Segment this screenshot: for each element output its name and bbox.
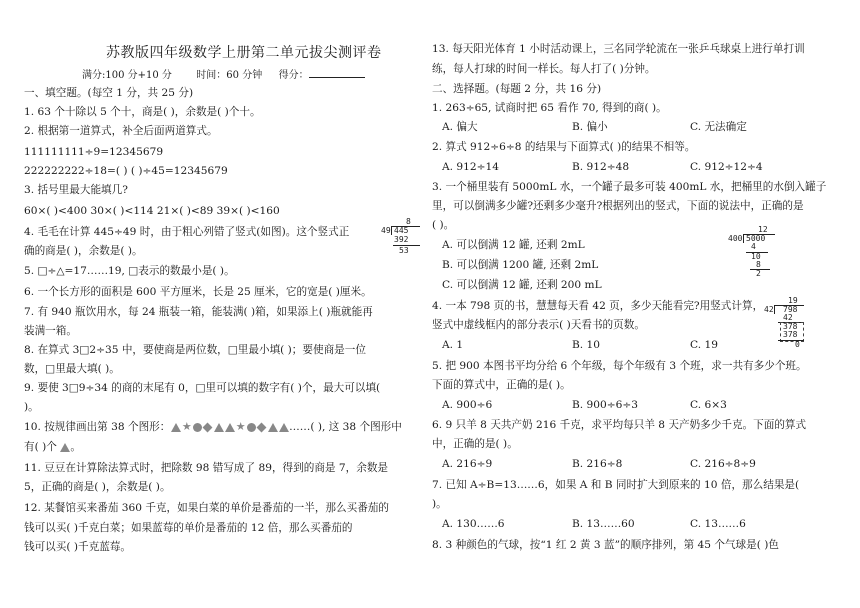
question-line: 7. 已知 A÷B=13……6，如果 A 和 B 同时扩大到原来的 10 倍，那么结果是(: [432, 479, 800, 491]
star-icon: ★: [235, 420, 246, 433]
option-c[interactable]: C. 13……6: [690, 518, 746, 530]
question-line: 1. 263÷65, 试商时把 65 看作 70, 得到的商( )。: [432, 102, 667, 114]
full-score: 满分:100 分+10 分: [82, 70, 172, 81]
question-line: 中，正确的是( )。: [432, 438, 518, 450]
question-line: 有( )个 。: [24, 441, 81, 453]
score-info: [82, 67, 365, 83]
option-b[interactable]: B. 可以倒满 1200 罐, 还剩 2mL: [442, 259, 599, 271]
question-line: 竖式中虚线框内的部分表示( )天看书的页数。: [432, 319, 645, 331]
division-figure-798: 19 42 798 42 378 378 0: [764, 297, 806, 351]
question-line: 7. 有 940 瓶饮用水，每 24 瓶装一箱，能装满( )箱，如果添上( )瓶就能再: [24, 306, 373, 318]
triangle-icon: [171, 423, 181, 432]
option-a[interactable]: A. 偏大: [442, 121, 478, 133]
question-line: 里，可以倒满多少罐?还剩多少毫升?根据列出的竖式，下面的说法中，正确的是: [432, 200, 804, 212]
score-blank[interactable]: [309, 67, 365, 78]
question-line: 222222222÷18=( ) ( )÷45=12345679: [24, 165, 228, 177]
circle-icon: [247, 423, 256, 432]
star-icon: ★: [181, 420, 192, 433]
question-line: 12. 某餐馆买来番茄 360 千克，如果白菜的单价是番茄的一半，那么买番茄的: [24, 502, 389, 514]
question-line: 钱可以买( )千克白菜；如果蓝莓的单价是番茄的 12 倍，那么买番茄的: [24, 522, 353, 534]
question-line: 5. □÷△=17……19, □表示的数最小是( )。: [24, 265, 235, 277]
division-figure-445: 8 49 445 392 53: [381, 218, 421, 260]
diamond-icon: [257, 422, 267, 432]
question-line: 10. 按规律画出第 38 个图形： ★ ★ ……( ), 这 38 个图形中: [24, 420, 402, 433]
question-line: 3. 一个桶里装有 5000mL 水，一个罐子最多可装 400mL 水，把桶里的水倒入罐子: [432, 181, 827, 193]
question-line: 8. 3 种颜色的气球，按“1 红 2 黄 3 蓝”的顺序排列，第 45 个气球是( )色: [432, 539, 779, 551]
question-line: 9. 要使 3□9÷34 的商的末尾有 0，□里可以填的数字有( )个，最大可以填(: [24, 382, 381, 394]
option-b[interactable]: B. 216÷8: [572, 458, 623, 470]
option-c[interactable]: C. 无法确定: [690, 121, 747, 133]
question-line: 60×( )<400 30×( )<114 21×( )<89 39×( )<160: [24, 205, 280, 217]
question-line: 下面的算式中，正确的是( )。: [432, 379, 571, 391]
question-line: 2. 根据第一道算式，补全后面两道算式。: [24, 125, 218, 137]
option-b[interactable]: B. 13……60: [572, 518, 635, 530]
question-line: 8. 在算式 3□2÷35 中，要使商是两位数，□里最小填( )；要使商是一位: [24, 344, 366, 356]
option-b[interactable]: B. 偏小: [572, 121, 608, 133]
question-line: 4. 毛毛在计算 445÷49 时，由于粗心列错了竖式(如图)。这个竖式正: [24, 226, 350, 238]
diamond-icon: [203, 422, 213, 432]
question-line: 1. 63 个十除以 5 个十，商是( )，余数是( )个十。: [24, 106, 261, 118]
triangle-icon: [60, 443, 70, 452]
option-a[interactable]: A. 900÷6: [442, 399, 493, 411]
shape-pattern: [170, 421, 289, 433]
question-line: 钱可以买( )千克蓝莓。: [24, 541, 131, 553]
triangle-icon: [225, 423, 235, 432]
question-line: )。: [432, 498, 447, 510]
question-line: 11. 豆豆在计算除法算式时，把除数 98 错写成了 89，得到的商是 7，余数是: [24, 462, 389, 474]
option-b[interactable]: B. 912÷48: [572, 161, 630, 173]
option-c[interactable]: C. 19: [690, 339, 718, 351]
question-line: 6. 9 只羊 8 天共产奶 216 千克，求平均每只羊 8 天产奶多少千克。下面的算式: [432, 419, 807, 431]
triangle-icon: [214, 423, 224, 432]
question-line: 111111111÷9=12345679: [24, 146, 164, 158]
option-b[interactable]: B. 10: [572, 339, 600, 351]
division-figure-5000: 12 400 5000 4 10 8 2: [728, 226, 778, 272]
option-a[interactable]: A. 130……6: [442, 518, 505, 530]
option-c[interactable]: C. 216÷8÷9: [690, 458, 756, 470]
time-limit: 时间：60 分钟: [196, 70, 263, 81]
score-label: 得分：: [278, 70, 309, 81]
section-heading: 一、填空题。(每空 1 分，共 25 分): [24, 87, 194, 99]
question-line: ( )。: [432, 219, 455, 231]
option-a[interactable]: A. 可以倒满 12 罐, 还剩 2mL: [442, 239, 585, 251]
question-line: 5. 把 900 本图书平均分给 6 个年级，每个年级有 3 个班，求一共有多少个班。: [432, 360, 807, 372]
question-line: 练，每人打球的时间一样长。每人打了( )分钟。: [432, 63, 656, 75]
question-line: 数，□里最大填( )。: [24, 363, 120, 375]
triangle-icon: [268, 423, 278, 432]
option-c[interactable]: C. 912÷12÷4: [690, 161, 763, 173]
question-line: 6. 一个长方形的面积是 600 平方厘米，长是 25 厘米，它的宽是( )厘米。: [24, 286, 372, 298]
question-line: 装满一箱。: [24, 325, 77, 337]
option-c[interactable]: C. 6×3: [690, 399, 727, 411]
question-line: 3. 括号里最大能填几?: [24, 184, 128, 196]
question-line: 5，正确的商是( )，余数是( )。: [24, 481, 171, 493]
option-b[interactable]: B. 900÷6÷3: [572, 399, 638, 411]
question-line: 确的商是( )，余数是( )。: [24, 245, 143, 257]
option-a[interactable]: A. 912÷14: [442, 161, 499, 173]
option-a[interactable]: A. 216÷9: [442, 458, 493, 470]
circle-icon: [193, 423, 202, 432]
option-a[interactable]: A. 1: [442, 339, 464, 351]
question-line: 13. 每天阳光体育 1 小时活动课上，三名同学轮流在一张乒乓球桌上进行单打训: [432, 43, 805, 55]
section-heading: 二、选择题。(每题 2 分，共 16 分): [432, 83, 602, 95]
question-line: 4. 一本 798 页的书，慧慧每天看 42 页，多少天能看完?用竖式计算，: [432, 300, 764, 312]
question-line: 2. 算式 912÷6÷8 的结果与下面算式( )的结果不相等。: [432, 141, 696, 153]
page-title: 苏教版四年级数学上册第二单元拔尖测评卷: [106, 45, 382, 61]
option-c[interactable]: C. 可以倒满 12 罐, 还剩 200 mL: [442, 279, 602, 291]
question-line: )。: [24, 401, 39, 413]
triangle-icon: [279, 423, 289, 432]
